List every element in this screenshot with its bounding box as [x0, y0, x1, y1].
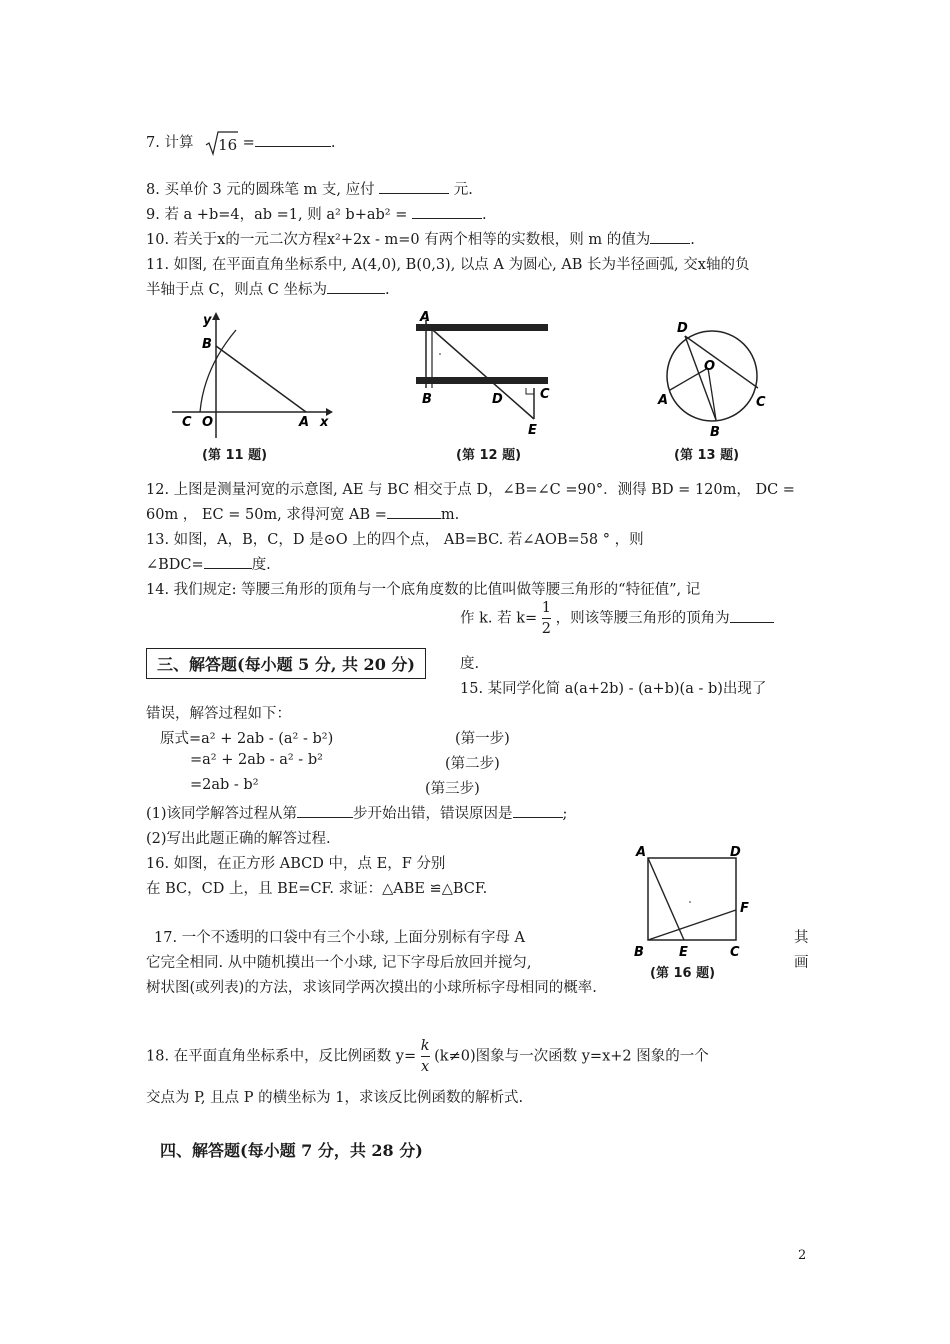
question-15-line1 — [460, 677, 766, 698]
q14-text-line2a: 作 k. 若 k= — [460, 610, 538, 627]
answer-blank[interactable] — [255, 132, 331, 147]
q15-step1 — [160, 727, 333, 748]
figure-16 — [624, 842, 760, 984]
page-number — [798, 1248, 806, 1263]
question-14-line2 — [460, 598, 774, 639]
q15-step3 — [190, 777, 259, 793]
fig16-label-B: B — [634, 945, 644, 960]
question-17-line3 — [146, 976, 597, 997]
q15-step2 — [190, 752, 323, 768]
fig16-label-A: A — [636, 845, 647, 860]
q18-text-line2: 交点为 P, 且点 P 的横坐标为 1，求该反比例函数的解析式. — [146, 1090, 524, 1106]
q16-text-line1: 16. 如图，在正方形 ABCD 中，点 E，F 分别 — [146, 856, 446, 872]
question-12-line1 — [146, 478, 795, 499]
q17-text-line1: 17. 一个不透明的口袋中有三个小球, 上面分别标有字母 A — [154, 930, 525, 946]
q13-text-line2: ∠BDC= — [146, 557, 204, 573]
figure-12-diagram — [410, 308, 560, 440]
q15-step1-tag-text: (第一步) — [455, 731, 510, 747]
question-14-line3 — [460, 652, 479, 673]
fig13-caption: (第 13 题) — [674, 448, 740, 463]
answer-blank[interactable] — [513, 803, 563, 818]
fig16-label-F: F — [740, 901, 749, 916]
fig12-caption: (第 12 题) — [456, 448, 522, 463]
figure-16-diagram — [624, 842, 760, 968]
question-8 — [146, 178, 473, 199]
answer-blank[interactable] — [412, 204, 482, 219]
question-7 — [146, 130, 335, 156]
q17-text-line2: 它完全相同. 从中随机摸出一个小球, 记下字母后放回并搅匀, — [146, 955, 532, 971]
q12-text-line2: 60m ， EC = 50m, 求得河宽 AB = — [146, 507, 387, 523]
answer-blank[interactable] — [387, 504, 441, 519]
answer-blank[interactable] — [204, 554, 252, 569]
q15-text-line2: 错误，解答过程如下： — [146, 706, 291, 722]
q14-text-line2b: ，则该等腰三角形的顶角为 — [555, 610, 730, 627]
question-13-line1 — [146, 528, 644, 549]
question-18-line1 — [146, 1036, 709, 1077]
q7-text: 7. 计算 — [146, 135, 194, 151]
q11-text-line1: 11. 如图, 在平面直角坐标系中, A(4,0), B(0,3), 以点 A 为圆心, AB 长为半径画弧, 交x轴的负 — [146, 257, 750, 273]
fig12-label-E: E — [528, 423, 537, 438]
fig16-label-D: D — [730, 845, 741, 860]
q7-radicand: 16 — [218, 136, 238, 154]
fig11-label-O: O — [202, 415, 214, 430]
fig11-label-B: B — [202, 337, 212, 352]
question-10 — [146, 228, 695, 249]
q15-step3-tag — [425, 777, 480, 798]
question-13-line2 — [146, 553, 271, 574]
sqrt-16 — [204, 130, 238, 156]
fig16-label-E: E — [679, 945, 688, 960]
answer-blank[interactable] — [379, 179, 449, 194]
fig11-label-y: y — [203, 313, 212, 328]
section-3-title: 三、解答题(每小题 5 分, 共 20 分) — [157, 655, 415, 674]
fig11-caption: (第 11 题) — [202, 448, 268, 463]
q18-denominator: x — [421, 1059, 430, 1075]
fig12-label-B: B — [422, 392, 432, 407]
answer-blank[interactable] — [297, 803, 353, 818]
fig12-label-D: D — [492, 392, 503, 407]
q11-text-line2: 半轴于点 C，则点 C 坐标为 — [146, 282, 328, 298]
fig13-label-C: C — [756, 395, 766, 410]
question-18-line2 — [146, 1086, 523, 1107]
answer-blank[interactable] — [730, 608, 774, 623]
question-11-line2 — [146, 278, 390, 299]
question-14-line1 — [146, 578, 700, 599]
figure-12 — [410, 308, 560, 463]
q15-step1-text: 原式=a² + 2ab - (a² - b²) — [160, 731, 334, 747]
fraction-one-half — [542, 598, 551, 639]
fig12-label-C: C — [540, 387, 550, 402]
q14-denominator: 2 — [541, 621, 552, 637]
figure-11 — [168, 308, 338, 472]
q12-text-line1: 12. 上图是测量河宽的示意图, AE 与 BC 相交于点 D，∠B=∠C =90°．测得 BD = 120m， DC = — [146, 482, 795, 498]
question-17-line1 — [154, 926, 525, 947]
section-4-header — [160, 1138, 423, 1161]
q13-text-line1: 13. 如图，A，B，C，D 是⊙O 上的四个点， AB=BC. 若∠AOB=58 ° ，则 — [146, 532, 644, 548]
fig11-label-A: A — [299, 415, 310, 430]
q15-sub2 — [146, 827, 331, 848]
q15-sub1-text-c: ; — [562, 806, 568, 822]
q11-end: . — [385, 282, 390, 298]
q15-sub2-text: (2)写出此题正确的解答过程. — [146, 831, 331, 847]
q10-end: . — [690, 232, 695, 248]
page-number-text: 2 — [798, 1248, 807, 1263]
q17-text-line1-tail: 其 — [794, 930, 809, 946]
q7-end: . — [330, 135, 336, 151]
figure-13 — [656, 310, 776, 463]
q18-numerator: k — [421, 1036, 430, 1057]
q9-text: 9. 若 a +b=4，ab =1, 则 a² b+ab² = — [146, 207, 408, 223]
q15-step2-tag — [445, 752, 500, 773]
question-17-line2 — [146, 951, 532, 972]
q8-end: 元. — [453, 182, 473, 198]
q17-text-line3: 树状图(或列表)的方法，求该同学两次摸出的小球所标字母相同的概率. — [146, 980, 597, 996]
answer-blank[interactable] — [327, 279, 385, 294]
section-3-header — [146, 648, 426, 679]
fig13-label-A: A — [658, 393, 669, 408]
q14-text-line1: 14. 我们规定: 等腰三角形的顶角与一个底角度数的比值叫做等腰三角形的“特征值”, 记 — [146, 582, 701, 598]
fig12-label-A: A — [420, 310, 431, 325]
question-17-line1-tail — [794, 926, 809, 947]
fig16-caption: (第 16 题) — [650, 966, 716, 981]
q18-text-line1b: (k≠0)图象与一次函数 y=x+2 图象的一个 — [434, 1048, 709, 1065]
q18-text-line1a: 18. 在平面直角坐标系中，反比例函数 y= — [146, 1048, 417, 1065]
q15-step2-tag-text: (第二步) — [445, 756, 500, 772]
section-4-title: 四、解答题(每小题 7 分，共 28 分) — [160, 1141, 423, 1160]
q15-text-line1: 15. 某同学化简 a(a+2b) - (a+b)(a - b)出现了 — [460, 681, 767, 697]
q15-step3-text: =2ab - b² — [190, 777, 259, 793]
question-16-line1 — [146, 852, 445, 873]
fig11-label-C: C — [182, 415, 192, 430]
fraction-k-over-x — [421, 1036, 430, 1077]
fig11-label-x: x — [320, 415, 329, 430]
q13-end: 度. — [251, 557, 271, 573]
q15-step3-tag-text: (第三步) — [425, 781, 480, 797]
q12-end: m. — [440, 507, 460, 523]
question-12-line2 — [146, 503, 459, 524]
q15-step2-text: =a² + 2ab - a² - b² — [190, 752, 323, 768]
q14-text-line3: 度. — [460, 656, 480, 672]
q17-text-line2-tail: 画 — [794, 955, 809, 971]
fig16-label-C: C — [730, 945, 740, 960]
q8-text: 8. 买单价 3 元的圆珠笔 m 支, 应付 — [146, 182, 375, 198]
q16-text-line2: 在 BC，CD 上，且 BE=CF. 求证：△ABE ≌△BCF. — [146, 881, 488, 897]
q15-sub1-text-a: (1)该同学解答过程从第 — [146, 806, 298, 822]
q7-equals: = — [242, 135, 255, 151]
fig13-label-O: O — [704, 359, 716, 374]
q10-text: 10. 若关于x的一元二次方程x²+2x - m=0 有两个相等的实数根，则 m 的值为 — [146, 232, 651, 248]
fig13-label-B: B — [710, 425, 720, 440]
q15-sub1-text-b: 步开始出错，错误原因是 — [353, 806, 513, 822]
question-15-line2 — [146, 702, 291, 723]
fig13-label-D: D — [677, 321, 688, 336]
question-16-line2 — [146, 877, 487, 898]
q15-sub1 — [146, 802, 567, 823]
question-11-line1 — [146, 253, 749, 274]
question-9 — [146, 203, 487, 224]
answer-blank[interactable] — [650, 229, 690, 244]
figure-13-diagram — [656, 310, 776, 440]
question-17-line2-tail — [794, 951, 809, 972]
q9-end: . — [481, 207, 487, 223]
q14-numerator: 1 — [542, 598, 551, 619]
q15-step1-tag — [455, 727, 510, 748]
